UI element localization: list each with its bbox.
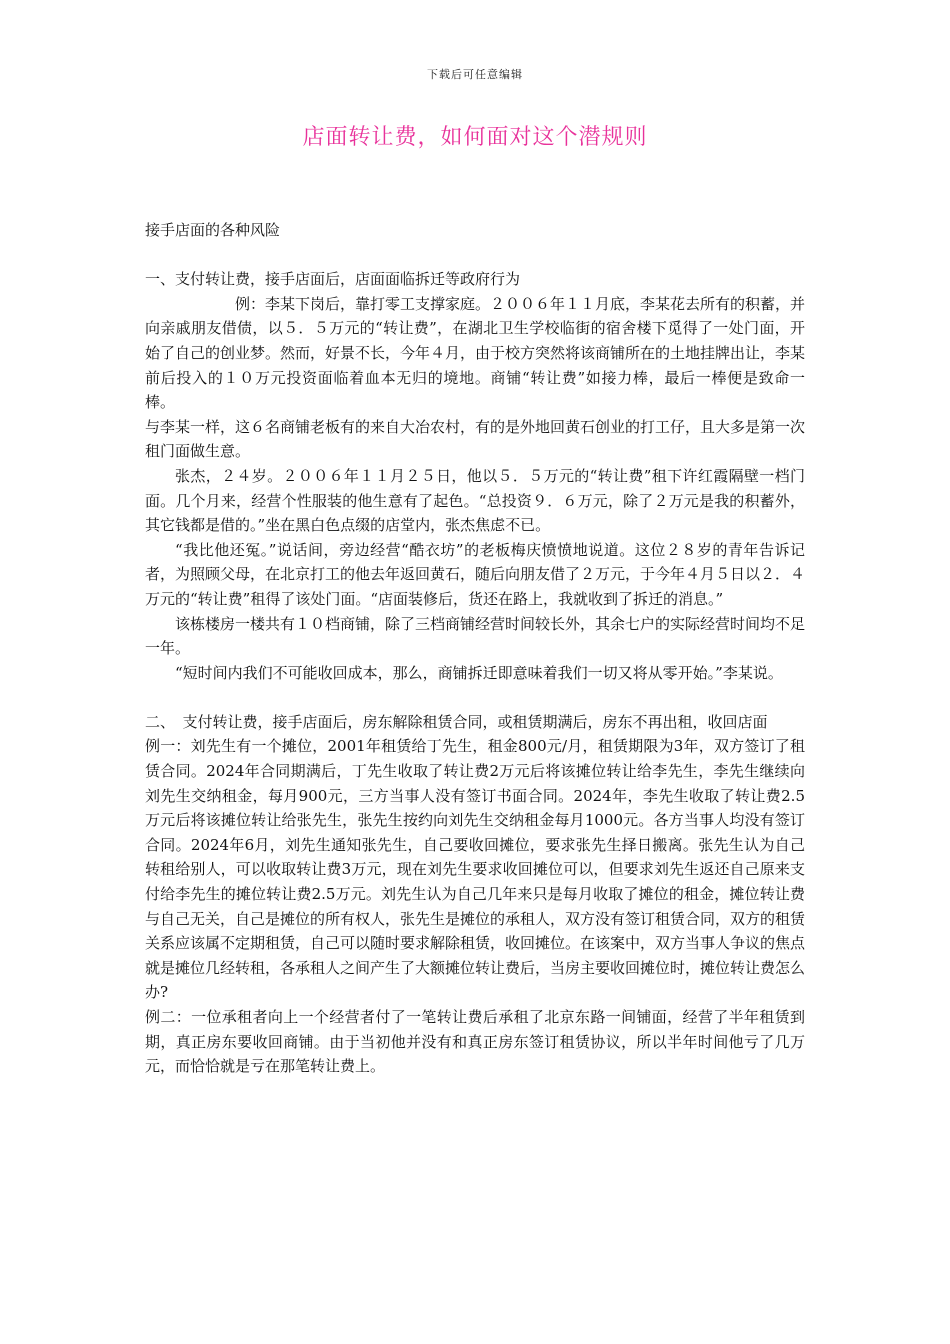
- spacer: [145, 685, 805, 710]
- section1-paragraph: 张杰，２４岁。２００６年１１月２５日，他以５．５万元的“转让费”租下许红霞隔壁一档门面。几个月来，经营个性服装的他生意有了起色。“总投资９．６万元，除了２万元是我的积蓄外，其它钱都是借的。”坐在黑白色点缀的店堂内，张杰焦虑不已。: [145, 466, 805, 535]
- section1-paragraph: “短时间内我们不可能收回成本，那么，商铺拆迁即意味着我们一切又将从零开始。”李某说。: [175, 663, 783, 682]
- section1-paragraph: 与李某一样，这６名商铺老板有的来自大冶农村，有的是外地回黄石创业的打工仔，且大多是第一次租门面做生意。: [145, 417, 806, 461]
- section-intro: 接手店面的各种风险: [145, 221, 281, 239]
- section2-example-2: 例二：一位承租者向上一个经营者付了一笔转让费后承租了北京东路一间铺面，经营了半年租赁到期，真正房东要收回商铺。由于当初他并没有和真正房东签订租赁协议，所以半年时间他亏了几万元，而恰恰就是亏在那笔转让费上。: [145, 1008, 805, 1076]
- spacer: [145, 243, 805, 268]
- section2-heading: 二、 支付转让费，接手店面后，房东解除租赁合同，或租赁期满后，房东不再出租，收回店面: [145, 712, 768, 731]
- header-note: 下载后可任意编辑: [427, 68, 523, 81]
- section1-heading: 一、支付转让费，接手店面后，店面面临拆迁等政府行为: [145, 270, 521, 289]
- section1-paragraph: 例：李某下岗后，靠打零工支撑家庭。２００６年１１月底，李某花去所有的积蓄，并向亲戚朋友借债，以５．５万元的“转让费”，在湖北卫生学校临街的宿舍楼下觅得了一处门面，开始了自己的创业梦。然而，好景不长，今年４月，由于校方突然将该商铺所在的土地挂牌出让，李某前后投入的１０万元投资面临着血本无归的境地。商铺“转让费”如接力棒，最后一棒便是致命一棒。: [145, 294, 806, 412]
- section1-paragraph: “我比他还冤。”说话间，旁边经营“酷衣坊”的老板梅庆愤愤地说道。这位２８岁的青年告诉记者，为照顾父母，在北京打工的他去年返回黄石，随后向朋友借了２万元，于今年４月５日以２．４万元的“转让费”租得了该处门面。“店面装修后，货还在路上，我就收到了拆迁的消息。”: [145, 540, 806, 608]
- section1-paragraph: 该栋楼房一楼共有１０档商铺，除了三档商铺经营时间较长外，其余七户的实际经营时间均不足一年。: [145, 614, 806, 658]
- page-title: 店面转让费，如何面对这个潜规则: [302, 125, 648, 150]
- section2-example-1: 例一：刘先生有一个摊位，2001年租赁给丁先生，租金800元/月，租赁期限为3年，双方签订了租赁合同。2024年合同期满后，丁先生收取了转让费2万元后将该摊位转让给李先生，李先生继续向刘先生交纳租金，每月900元，三方当事人没有签订书面合同。2024年，李先生收取了转让费2.5万元后将该摊位转让给张先生，张先生按约向刘先生交纳租金每月1000元。各方当事人均没有签订合同。2024年6月，刘先生通知张先生，自己要收回摊位，要求张先生择日搬离。张先生认为自己转租给别人，可以收取转让费3万元，现在刘先生要求收回摊位可以，但要求刘先生返还自己原来支付给李先生的摊位转让费2.5万元。刘先生认为自己几年来只是每月收取了摊位的租金，摊位转让费与自己无关，自己是摊位的所有权人，张先生是摊位的承租人，双方没有签订租赁合同，双方的租赁关系应该属不定期租赁，自己可以随时要求解除租赁，收回摊位。在该案中，双方当事人争议的焦点就是摊位几经转租，各承租人之间产生了大额摊位转让费后，当房主要收回摊位时，摊位转让费怎么办?: [145, 737, 806, 1002]
- document-body: [145, 218, 805, 1079]
